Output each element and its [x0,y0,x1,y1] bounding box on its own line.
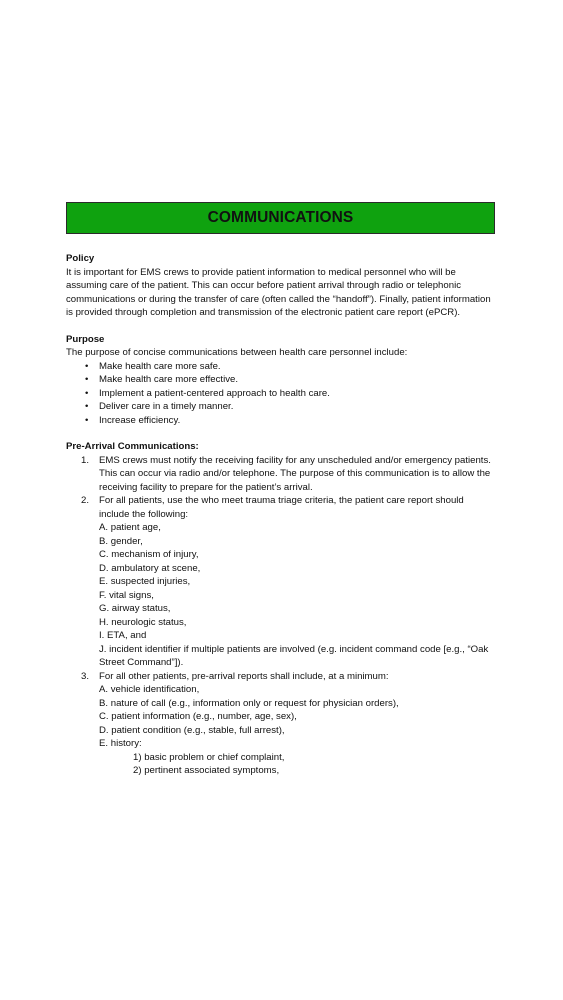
sub-item: B. gender, [99,535,143,547]
sub-item: I. ETA, and [99,630,147,641]
bullet-icon: • [85,414,89,426]
sub-item: J. incident identifier if multiple patients are involved (e.g. incident command code [e.g., “Oak Street Command”]). [99,643,489,668]
item-number: 1. [81,454,90,466]
policy-text: It is important for EMS crews to provide patient information to medical personnel who will be assuming care of the patient. This can occur before patient arrival through radio or telephonic communications or during the transfer of care (often called the “handoff”). Finally, patient information is provided through completion and transmission of the electronic patient care report (ePCR). [66,266,491,318]
sub-item: E. history: [99,738,142,749]
sub-item: C. patient information (e.g., number, age, sex), [99,711,297,722]
purpose-intro: The purpose of concise communications between health care personnel include: [66,347,408,358]
list-item: • Deliver care in a timely manner. [85,401,234,412]
list-item: • Increase efficiency. [85,414,181,426]
sub-item: B. nature of call (e.g., information only or request for physician orders), [99,697,399,709]
sub-item: A. vehicle identification, [99,684,200,695]
bullet-icon: • [85,401,89,412]
numbered-item [66,670,496,778]
sub-item: F. vital signs, [99,589,154,601]
sub-item: D. patient condition (e.g., stable, full arrest), [99,724,285,736]
policy-section [66,252,496,320]
pre-arrival-section [66,440,496,778]
numbered-item [66,454,496,495]
list-item: • Implement a patient-centered approach to health care. [85,387,330,399]
bullet-icon: • [85,360,89,372]
bullet-icon: • [85,374,89,385]
list-item: • Make health care more safe. [85,360,221,372]
purpose-section [66,333,496,428]
sub-item: A. patient age, [99,522,161,533]
item-number: 3. [81,670,90,682]
bullet-icon: • [85,387,89,399]
item-text: EMS crews must notify the receiving facility for any unscheduled and/or emergency patients. This can occur via radio and/or telephone. The purpose of this communication is to allow the receiving facility to prepare for the patient’s arrival. [99,454,491,493]
item-text: For all other patients, pre-arrival reports shall include, at a minimum: [99,670,389,682]
item-text: For all patients, use the who meet trauma triage criteria, the patient care report should include the following: [99,495,464,520]
title-banner [66,202,495,234]
document-body [66,252,496,791]
list-item: • Make health care more effective. [85,374,239,385]
sub-item: C. mechanism of injury, [99,549,199,560]
nested-sub-item: 2) pertinent associated symptoms, [133,765,280,776]
pre-arrival-numbered-list [66,454,496,778]
purpose-bullet-list [66,360,496,428]
sub-item: H. neurologic status, [99,616,187,628]
pre-arrival-heading: Pre-Arrival Communications: [66,441,199,452]
numbered-item [66,494,496,670]
sub-item: E. suspected injuries, [99,576,191,587]
item-number: 2. [81,495,90,506]
sub-item: D. ambulatory at scene, [99,562,201,574]
document-title: COMMUNICATIONS [207,209,354,227]
policy-heading: Policy [66,253,95,264]
nested-sub-item: 1) basic problem or chief complaint, [133,751,285,763]
sub-item: G. airway status, [99,603,171,614]
purpose-heading: Purpose [66,333,105,345]
